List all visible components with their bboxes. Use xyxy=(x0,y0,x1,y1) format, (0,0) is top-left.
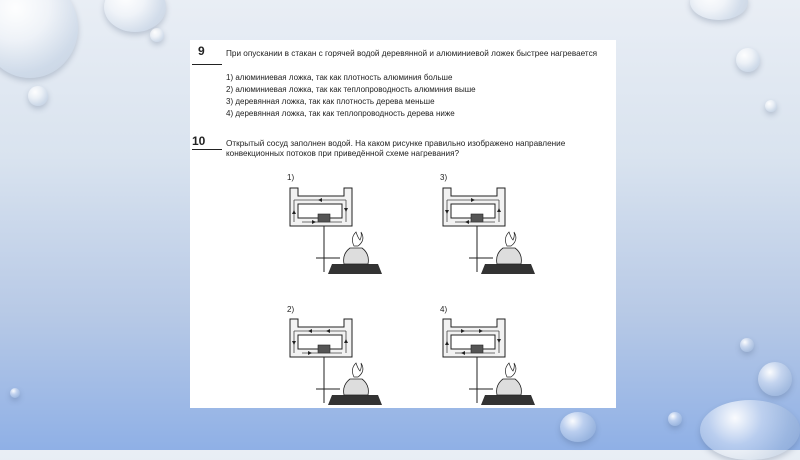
slide-page xyxy=(190,40,616,408)
convection-diagram-3 xyxy=(435,182,545,280)
question-9-option: 2) алюминиевая ложка, так как теплопроводность алюминия выше xyxy=(226,85,476,94)
figure-label-3: 3) xyxy=(440,173,448,182)
question-10-text: Открытый сосуд заполнен водой. На каком рисунке правильно изображено направление конвекционных потоков при приведённой схеме нагревания? xyxy=(226,139,566,158)
water-drop-decoration xyxy=(740,338,754,352)
water-drop-decoration xyxy=(560,412,596,442)
figure-label-1: 1) xyxy=(287,173,295,182)
question-10-rule xyxy=(192,149,222,150)
water-drop-decoration xyxy=(10,388,20,398)
question-9-number: 9 xyxy=(198,44,205,58)
water-drop-decoration xyxy=(0,0,78,78)
water-drop-decoration xyxy=(690,0,748,20)
question-9-option: 4) деревянная ложка, так как теплопроводность дерева ниже xyxy=(226,109,455,118)
figure-label-4: 4) xyxy=(440,305,448,314)
convection-diagram-2 xyxy=(282,313,392,408)
figure-label-2: 2) xyxy=(287,305,295,314)
question-9-option: 1) алюминиевая ложка, так как плотность алюминия больше xyxy=(226,73,453,82)
question-9-text: При опускании в стакан с горячей водой деревянной и алюминиевой ложек быстрее нагревается xyxy=(226,49,598,58)
water-drop-decoration xyxy=(28,86,48,106)
question-9-option: 3) деревянная ложка, так как плотность дерева меньше xyxy=(226,97,435,106)
water-drop-decoration xyxy=(150,28,164,42)
question-9-rule xyxy=(192,64,222,65)
water-drop-decoration xyxy=(736,48,760,72)
water-drop-decoration xyxy=(758,362,792,396)
water-drop-decoration xyxy=(765,100,777,112)
convection-diagram-1 xyxy=(282,182,392,280)
water-drop-decoration xyxy=(668,412,682,426)
water-drop-decoration xyxy=(700,400,800,460)
convection-diagram-4 xyxy=(435,313,545,408)
question-10-number: 10 xyxy=(192,134,206,148)
